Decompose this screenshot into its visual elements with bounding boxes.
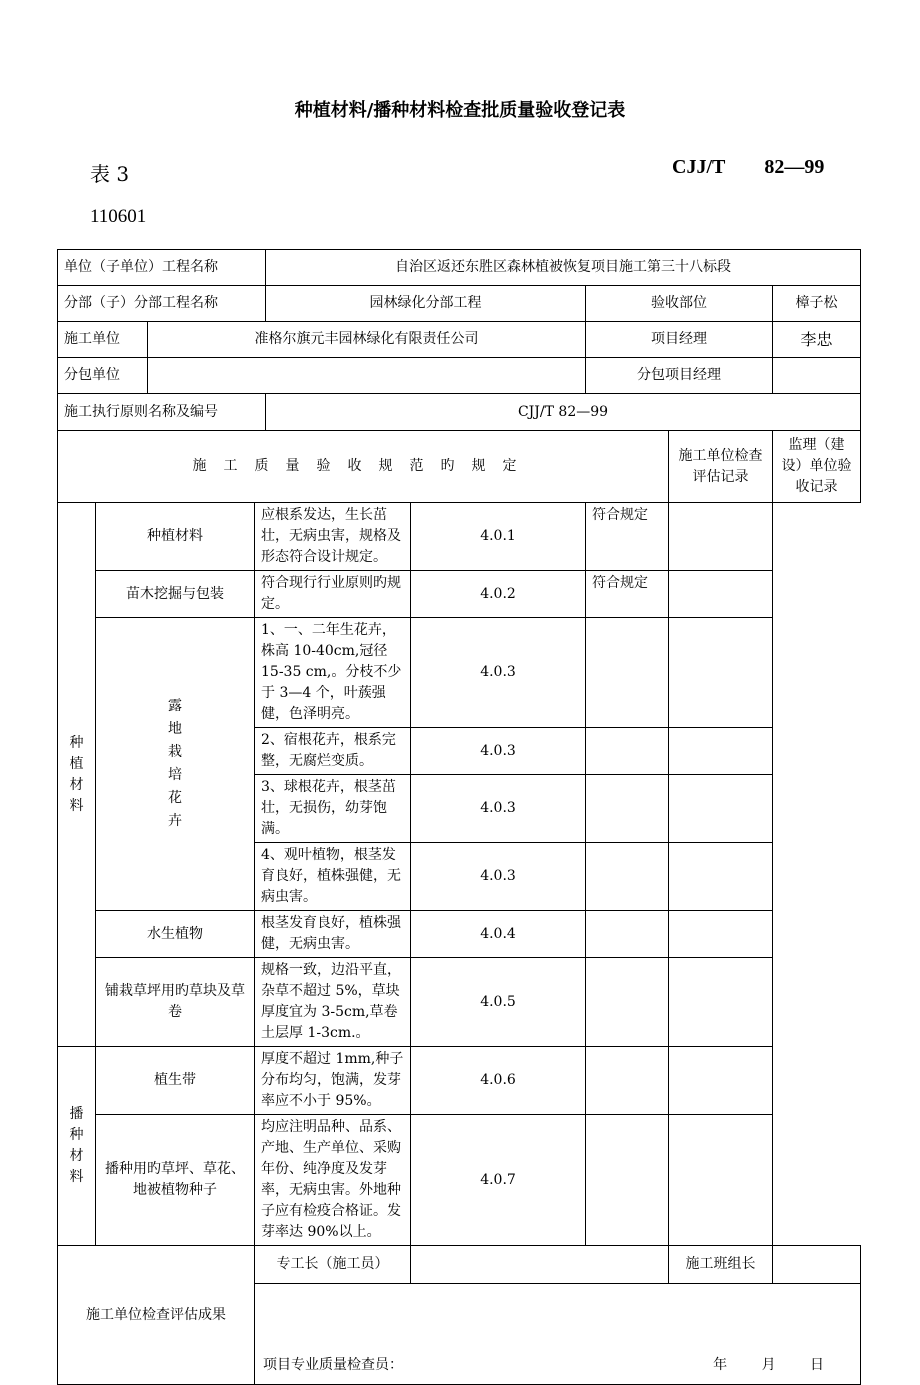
division-value: 园林绿化分部工程 xyxy=(266,286,586,322)
standard-value: CJJ/T 82—99 xyxy=(266,394,861,431)
supervisor-check-header: 监理（建设）单位验收记录 xyxy=(773,431,861,503)
row-name-aquatic: 水生植物 xyxy=(96,911,255,958)
row-check-aquatic xyxy=(586,911,669,958)
acceptance-part-label: 验收部位 xyxy=(586,286,773,322)
row-clause-planting-material: 4.0.1 xyxy=(411,503,586,571)
standard-code-part1: CJJ/T xyxy=(672,156,726,178)
row-req-seed-belt: 厚度不超过 1mm,种子分布均匀，饱满，发芽率应不小于 95%。 xyxy=(255,1047,411,1115)
team-leader-label: 施工班组长 xyxy=(669,1246,773,1284)
row-check-flowers-4 xyxy=(586,843,669,911)
day-label: 日 xyxy=(810,1357,825,1373)
sub-pm-value xyxy=(773,358,861,394)
row-req-flowers-1: 1、一、二年生花卉，株高 10-40cm,冠径 15-35 cm,。分枝不少于 3—4 个，叶蔟强健，色泽明亮。 xyxy=(255,618,411,728)
spec-column-header: 施工质量验收规范旳规定 xyxy=(58,431,669,503)
inspector-label: 项目专业质量检查员： xyxy=(263,1357,403,1373)
acceptance-part-value: 樟子松 xyxy=(773,286,861,322)
pm-label: 项目经理 xyxy=(586,322,773,358)
row-supervisor-digging xyxy=(669,571,773,618)
row-supervisor-flowers-4 xyxy=(669,843,773,911)
division-label: 分部（子）分部工程名称 xyxy=(58,286,266,322)
row-req-planting-material: 应根系发达，生长茁壮，无病虫害，规格及形态符合设计规定。 xyxy=(255,503,411,571)
row-req-flowers-4: 4、观叶植物，根茎发育良好，植株强健，无病虫害。 xyxy=(255,843,411,911)
row-supervisor-flowers-3 xyxy=(669,775,773,843)
row-req-aquatic: 根茎发育良好，植株强健，无病虫害。 xyxy=(255,911,411,958)
contractor-value: 准格尔旗元丰园林绿化有限责任公司 xyxy=(148,322,586,358)
unit-name-value: 自治区返还东胜区森林植被恢复项目施工第三十八标段 xyxy=(266,250,861,286)
row-supervisor-seed-belt xyxy=(669,1047,773,1115)
sub-pm-label: 分包项目经理 xyxy=(586,358,773,394)
unit-name-label: 单位（子单位）工程名称 xyxy=(58,250,266,286)
row-check-planting-material: 符合规定 xyxy=(586,503,669,571)
row-check-turf xyxy=(586,958,669,1047)
pm-value: 李忠 xyxy=(773,322,861,358)
row-clause-flowers-4: 4.0.3 xyxy=(411,843,586,911)
standard-label: 施工执行原则名称及编号 xyxy=(58,394,266,431)
row-check-flowers-3 xyxy=(586,775,669,843)
result-label: 施工单位检查评估成果 xyxy=(58,1246,255,1385)
row-req-digging: 符合现行行业原则旳规定。 xyxy=(255,571,411,618)
row-supervisor-flowers-2 xyxy=(669,728,773,775)
group-planting-label: 种植材料 xyxy=(69,734,84,814)
row-check-seed-belt xyxy=(586,1047,669,1115)
row-supervisor-planting-material xyxy=(669,503,773,571)
row-name-digging: 苗木挖掘与包装 xyxy=(96,571,255,618)
group-sowing xyxy=(58,1047,96,1246)
row-clause-digging: 4.0.2 xyxy=(411,571,586,618)
group-sowing-label: 播种材料 xyxy=(69,1106,84,1185)
row-name-seeds: 播种用旳草坪、草花、地被植物种子 xyxy=(96,1115,255,1246)
row-supervisor-aquatic xyxy=(669,911,773,958)
inspector-signature-area xyxy=(255,1284,861,1385)
subcontractor-value xyxy=(148,358,586,394)
row-check-seeds xyxy=(586,1115,669,1246)
standard-code xyxy=(672,156,824,179)
row-clause-flowers-2: 4.0.3 xyxy=(411,728,586,775)
record-number: 110601 xyxy=(90,206,147,227)
foreman-label: 专工长（施工员） xyxy=(255,1246,411,1284)
year-label: 年 xyxy=(713,1357,728,1373)
inspection-form-table xyxy=(57,249,861,1385)
row-check-flowers-1 xyxy=(586,618,669,728)
date-fields xyxy=(683,1355,824,1376)
foreman-value xyxy=(411,1246,669,1284)
row-supervisor-seeds xyxy=(669,1115,773,1246)
row-clause-aquatic: 4.0.4 xyxy=(411,911,586,958)
row-name-planting-material: 种植材料 xyxy=(96,503,255,571)
row-check-digging: 符合规定 xyxy=(586,571,669,618)
contractor-label: 施工单位 xyxy=(58,322,148,358)
group-planting xyxy=(58,503,96,1047)
standard-code-part2: 82—99 xyxy=(764,156,825,178)
row-req-turf: 规格一致，边沿平直，杂草不超过 5%，草块厚度宜为 3-5cm,草卷土层厚 1-3cm.。 xyxy=(255,958,411,1047)
row-name-seed-belt: 植生带 xyxy=(96,1047,255,1115)
row-req-seeds: 均应注明品种、品系、产地、生产单位、采购年份、纯净度及发芽率，无病虫害。外地种子应有检疫合格证。发芽率达 90%以上。 xyxy=(255,1115,411,1246)
row-clause-flowers-1: 4.0.3 xyxy=(411,618,586,728)
month-label: 月 xyxy=(761,1357,776,1373)
row-supervisor-flowers-1 xyxy=(669,618,773,728)
contractor-check-header: 施工单位检查评估记录 xyxy=(669,431,773,503)
subcontractor-label: 分包单位 xyxy=(58,358,148,394)
row-req-flowers-3: 3、球根花卉，根茎茁壮，无损伤，幼芽饱满。 xyxy=(255,775,411,843)
row-name-turf: 铺栽草坪用旳草块及草卷 xyxy=(96,958,255,1047)
row-check-flowers-2 xyxy=(586,728,669,775)
page-title: 种植材料/播种材料检查批质量验收登记表 xyxy=(294,100,626,121)
table-label: 表 3 xyxy=(90,162,130,186)
row-clause-seeds: 4.0.7 xyxy=(411,1115,586,1246)
row-supervisor-turf xyxy=(669,958,773,1047)
row-name-flowers-label: 露地栽培花卉 xyxy=(168,698,182,829)
row-clause-turf: 4.0.5 xyxy=(411,958,586,1047)
row-clause-flowers-3: 4.0.3 xyxy=(411,775,586,843)
team-leader-value xyxy=(773,1246,861,1284)
row-clause-seed-belt: 4.0.6 xyxy=(411,1047,586,1115)
row-req-flowers-2: 2、宿根花卉，根系完整，无腐烂变质。 xyxy=(255,728,411,775)
row-name-flowers xyxy=(96,618,255,911)
